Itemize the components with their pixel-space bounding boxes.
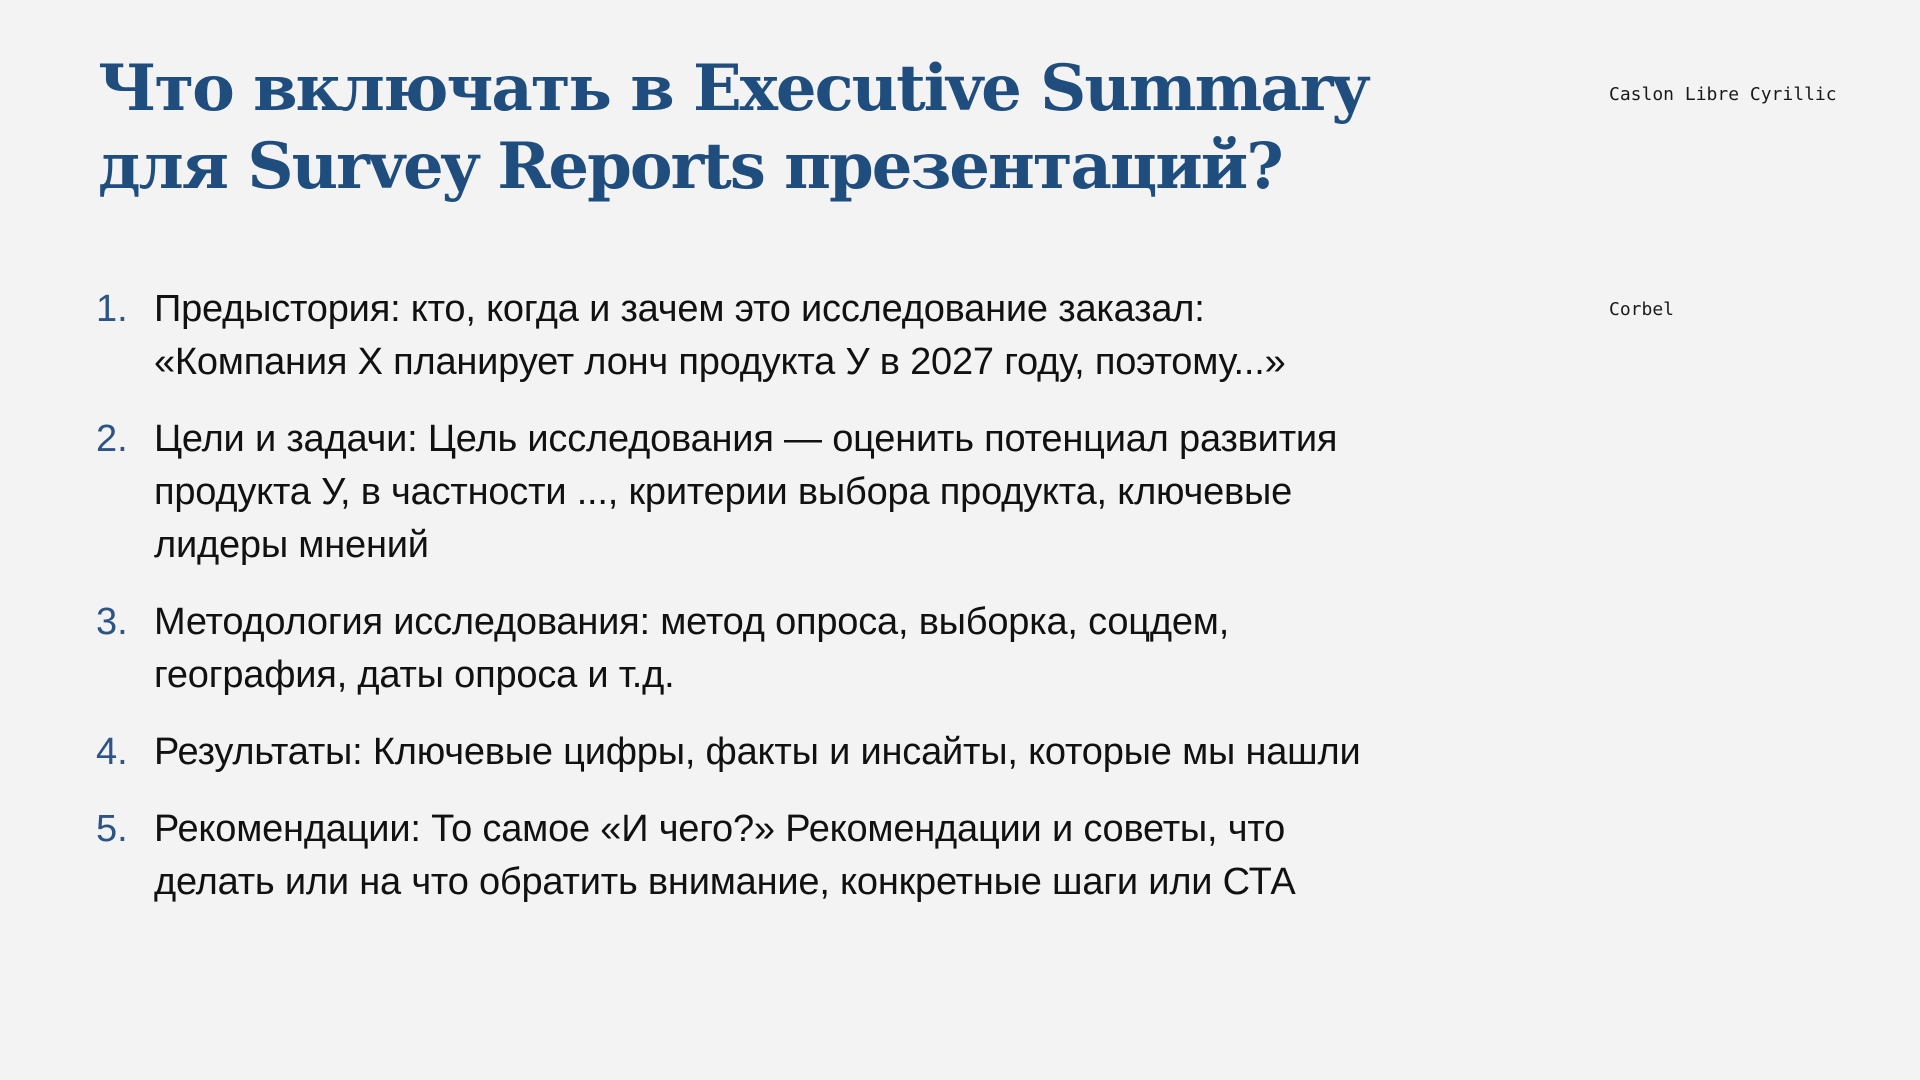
slide-title-line-1: Что включать в Executive Summary (98, 51, 1367, 126)
list-item (96, 803, 1476, 909)
title-font-note: Caslon Libre Cyrillic (1609, 84, 1837, 105)
body-font-note: Corbel (1609, 299, 1675, 320)
list-item-line: Цели и задачи: Цель исследования — оценить потенциал развития (154, 418, 1338, 460)
list-item-number: 5. (96, 808, 128, 850)
list-item-number: 2. (96, 418, 128, 460)
list-item-text (154, 803, 1476, 909)
list-item-number: 1. (96, 288, 128, 330)
list-item-number: 4. (96, 731, 128, 773)
slide-title-line-2: для Survey Reports презентаций? (98, 129, 1282, 204)
list-item-line: Предыстория: кто, когда и зачем это исследование заказал: (154, 288, 1205, 330)
list-item-text (154, 596, 1476, 702)
list-item-line: «Компания Х планирует лонч продукта У в 2027 году, поэтому...» (154, 341, 1286, 383)
list-item (96, 413, 1476, 572)
list-item-line: делать или на что обратить внимание, конкретные шаги или СТА (154, 861, 1296, 903)
list-item-line: лидеры мнений (154, 524, 429, 566)
list-item-line: Результаты: Ключевые цифры, факты и инсайты, которые мы нашли (154, 731, 1361, 773)
list-item-text (154, 413, 1476, 572)
list-item-line: Методология исследования: метод опроса, выборка, соцдем, (154, 601, 1230, 643)
list-item-number: 3. (96, 601, 128, 643)
list-item-line: продукта У, в частности ..., критерии выбора продукта, ключевые (154, 471, 1293, 513)
list-item (96, 283, 1476, 389)
list-item-text (154, 283, 1476, 389)
list-item-line: география, даты опроса и т.д. (154, 654, 675, 696)
list-item-text (154, 726, 1476, 779)
summary-list (96, 283, 1476, 933)
list-item (96, 596, 1476, 702)
list-item-line: Рекомендации: То самое «И чего?» Рекомендации и советы, что (154, 808, 1286, 850)
list-item (96, 726, 1476, 779)
slide-title (98, 50, 1498, 206)
